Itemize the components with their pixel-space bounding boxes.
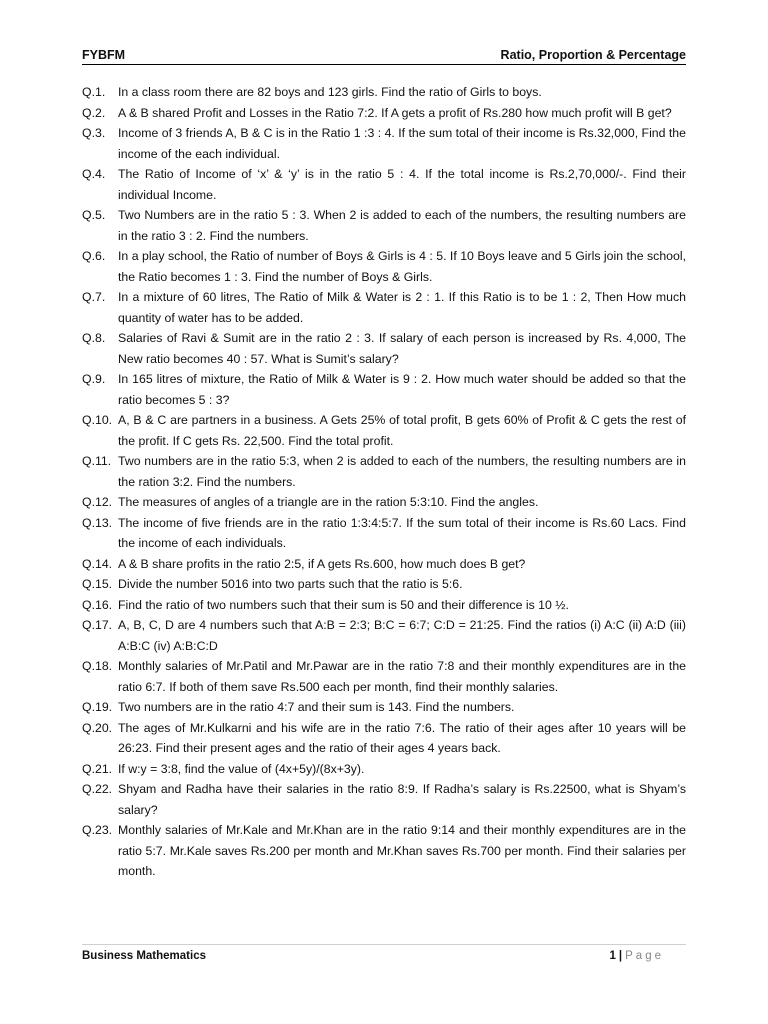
page-word: Page [625,950,664,962]
page-footer [82,946,664,966]
question-number: Q.21. [82,761,113,776]
question-item [82,82,686,103]
question-text: The Ratio of Income of ‘x’ & ‘y’ is in the ratio 5 : 4. If the total income is Rs.2,70,000/-. Find their individual Income. [118,167,686,202]
question-number: Q.1. [82,85,106,99]
question-item [82,820,686,882]
question-item [82,779,686,820]
question-item [82,369,686,410]
page-number: 1 [609,950,616,962]
question-text: If w:y = 3:8, find the value of (4x+5y)/(8x+3y). [118,761,365,776]
question-item [82,492,686,513]
question-text: The ages of Mr.Kulkarni and his wife are in the ratio 7:6. The ratio of their ages after 10 years will be 26:23. Find their present ages and the ratio of their ages 4 years back. [118,720,686,755]
question-text: Monthly salaries of Mr.Kale and Mr.Khan are in the ratio 9:14 and their monthly expenditures are in the ratio 5:7. Mr.Kale saves Rs.200 per month and Mr.Khan saves Rs.700 per month. Find their salaries per month. [118,823,686,878]
question-text: In 165 litres of mixture, the Ratio of Milk & Water is 9 : 2. How much water should be added so that the ratio becomes 5 : 3? [118,372,686,407]
question-number: Q.18. [82,659,113,673]
question-item [82,554,686,575]
question-number: Q.14. [82,556,113,571]
question-number: Q.8. [82,331,106,345]
question-text: Two numbers are in the ratio 4:7 and their sum is 143. Find the numbers. [118,700,515,714]
question-text: In a play school, the Ratio of number of Boys & Girls is 4 : 5. If 10 Boys leave and 5 Girls join the school, the Ratio becomes 1 : 3. Find the number of Boys & Girls. [118,249,686,284]
question-number: Q.11. [82,454,112,468]
question-item [82,205,686,246]
question-text: Find the ratio of two numbers such that their sum is 50 and their difference is 10 ½. [118,597,569,612]
question-item [82,103,686,124]
question-text: The measures of angles of a triangle are in the ration 5:3:10. Find the angles. [118,495,539,509]
question-number: Q.4. [82,167,106,181]
question-number: Q.6. [82,249,106,263]
question-number: Q.19. [82,700,113,714]
header-course-code: FYBFM [82,48,126,62]
question-item [82,656,686,697]
question-number: Q.3. [82,126,106,140]
question-number: Q.15. [82,577,113,591]
question-text: A & B shared Profit and Losses in the Ratio 7:2. If A gets a profit of Rs.280 how much profit will B get? [118,105,672,120]
question-text: In a class room there are 82 boys and 123 girls. Find the ratio of Girls to boys. [118,85,542,99]
question-number: Q.2. [82,105,106,120]
question-text: A, B & C are partners in a business. A Gets 25% of total profit, B gets 60% of Profit & C gets the rest of the profit. If C gets Rs. 22,500. Find the total profit. [118,413,686,448]
question-text: Divide the number 5016 into two parts such that the ratio is 5:6. [118,577,463,591]
footer-divider [82,944,686,945]
question-number: Q.20. [82,720,113,735]
question-number: Q.17. [82,618,113,632]
question-item [82,759,686,780]
question-number: Q.7. [82,290,106,304]
question-number: Q.12. [82,495,113,509]
question-item [82,410,686,451]
question-item [82,595,686,616]
question-text: Two Numbers are in the ratio 5 : 3. When 2 is added to each of the numbers, the resulting numbers are in the ratio 3 : 2. Find the numbers. [118,208,686,243]
question-text: A & B share profits in the ratio 2:5, if A gets Rs.600, how much does B get? [118,556,526,571]
question-number: Q.23. [82,823,113,837]
question-item [82,718,686,759]
question-text: In a mixture of 60 litres, The Ratio of Milk & Water is 2 : 1. If this Ratio is to be 1 : 2, Then How much quantity of water has to be added. [118,290,686,325]
footer-subject: Business Mathematics [82,950,206,962]
question-text: Shyam and Radha have their salaries in the ratio 8:9. If Radha’s salary is Rs.22500, what is Shyam’s salary? [118,782,686,817]
question-text: Income of 3 friends A, B & C is in the Ratio 1 :3 : 4. If the sum total of their income is Rs.32,000, Find the income of the each individual. [118,126,686,161]
question-list [82,82,686,882]
question-text: Two numbers are in the ratio 5:3, when 2 is added to each of the numbers, the resulting numbers are in the ration 3:2. Find the numbers. [118,454,686,489]
header-topic-title: Ratio, Proportion & Percentage [500,48,686,62]
question-text: Salaries of Ravi & Sumit are in the ratio 2 : 3. If salary of each person is increased by Rs. 4,000, The New ratio becomes 40 : 57. What is Sumit’s salary? [118,331,686,366]
question-item [82,328,686,369]
question-number: Q.22. [82,782,113,796]
question-item [82,615,686,656]
page-indicator [610,950,664,962]
page-header [82,40,686,62]
question-number: Q.13. [82,515,113,530]
question-item [82,697,686,718]
question-number: Q.16. [82,597,113,612]
question-text: The income of five friends are in the ratio 1:3:4:5:7. If the sum total of their income is Rs.60 Lacs. Find the income of each individuals. [118,515,686,550]
question-text: A, B, C, D are 4 numbers such that A:B = 2:3; B:C = 6:7; C:D = 21:25. Find the ratios (i) A:C (ii) A:D (iii) A:B:C (iv) A:B:C:D [118,618,686,653]
question-item [82,123,686,164]
question-item [82,287,686,328]
question-text: Monthly salaries of Mr.Patil and Mr.Pawar are in the ratio 7:8 and their monthly expenditures are in the ratio 6:7. If both of them save Rs.500 each per month, find their monthly salaries. [118,659,686,694]
question-number: Q.5. [82,208,106,222]
question-item [82,164,686,205]
question-item [82,451,686,492]
question-number: Q.9. [82,372,106,386]
question-item [82,513,686,554]
question-number: Q.10. [82,413,113,427]
question-item [82,574,686,595]
page-separator: | [618,950,623,962]
question-item [82,246,686,287]
header-divider [82,64,686,65]
